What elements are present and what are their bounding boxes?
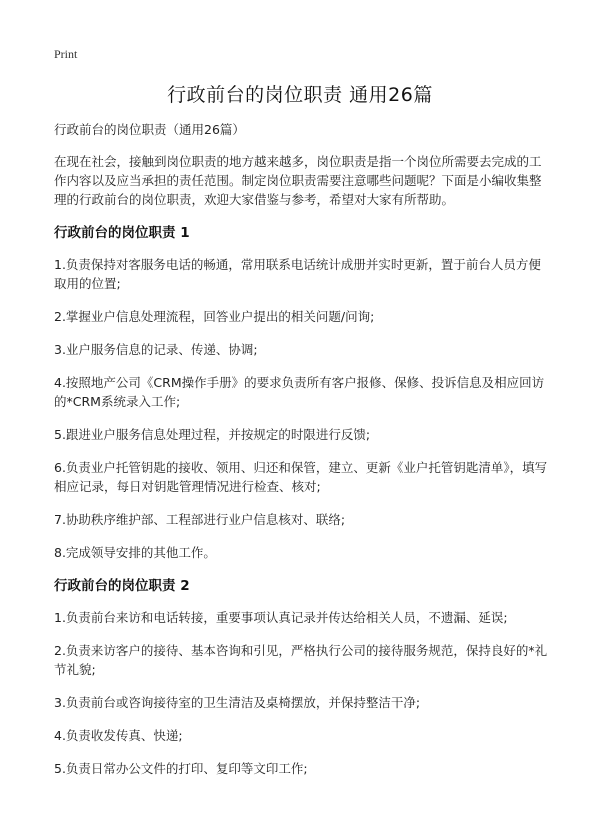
document-subtitle: 行政前台的岗位职责（通用26篇）	[54, 122, 245, 137]
duty-list	[54, 255, 548, 562]
duty-list	[54, 608, 548, 778]
page-title: 行政前台的岗位职责 通用26篇	[167, 84, 433, 106]
duty-item: 5.跟进业户服务信息处理过程，并按规定的时限进行反馈;	[54, 427, 371, 442]
document-body	[54, 120, 548, 792]
duty-item: 6.负责业户托管钥匙的接收、领用、归还和保管，建立、更新《业户托管钥匙清单》，填写相应记录，每日对钥匙管理情况进行检查、核对;	[54, 460, 548, 494]
intro-paragraph: 在现在社会，接触到岗位职责的地方越来越多，岗位职责是指一个岗位所需要去完成的工作内容以及应当承担的责任范围。制定岗位职责需要注意哪些问题呢？下面是小编收集整理的行政前台的岗位职责，欢迎大家借鉴与参考，希望对大家有所帮助。	[54, 154, 542, 207]
duty-item: 2.掌握业户信息处理流程，回答业户提出的相关问题/问询;	[54, 309, 375, 324]
duty-item: 2.负责来访客户的接待、基本咨询和引见，严格执行公司的接待服务规范，保持良好的*礼节礼貌;	[54, 643, 548, 677]
duty-item: 7.协助秩序维护部、工程部进行业户信息核对、联络;	[54, 512, 346, 527]
duty-item: 3.负责前台或咨询接待室的卫生清洁及桌椅摆放，并保持整洁干净;	[54, 695, 421, 710]
duty-item: 1.负责保持对客服务电话的畅通，常用联系电话统计成册并实时更新，置于前台人员方便取用的位置;	[54, 257, 541, 291]
duty-item: 4.按照地产公司《CRM操作手册》的要求负责所有客户报修、保修、投诉信息及相应回访的*CRM系统录入工作;	[54, 375, 545, 409]
section-2	[54, 576, 548, 778]
section-heading: 行政前台的岗位职责 1	[54, 225, 190, 241]
section-1	[54, 223, 548, 562]
duty-item: 3.业户服务信息的记录、传递、协调;	[54, 342, 258, 357]
duty-item: 1.负责前台来访和电话转接，重要事项认真记录并传达给相关人员，不遗漏、延误;	[54, 610, 508, 625]
duty-item: 5.负责日常办公文件的打印、复印等文印工作;	[54, 761, 308, 776]
print-label[interactable]: Print	[54, 47, 78, 61]
duty-item: 4.负责收发传真、快递;	[54, 728, 183, 743]
section-heading: 行政前台的岗位职责 2	[54, 578, 190, 594]
duty-item: 8.完成领导安排的其他工作。	[54, 545, 216, 560]
